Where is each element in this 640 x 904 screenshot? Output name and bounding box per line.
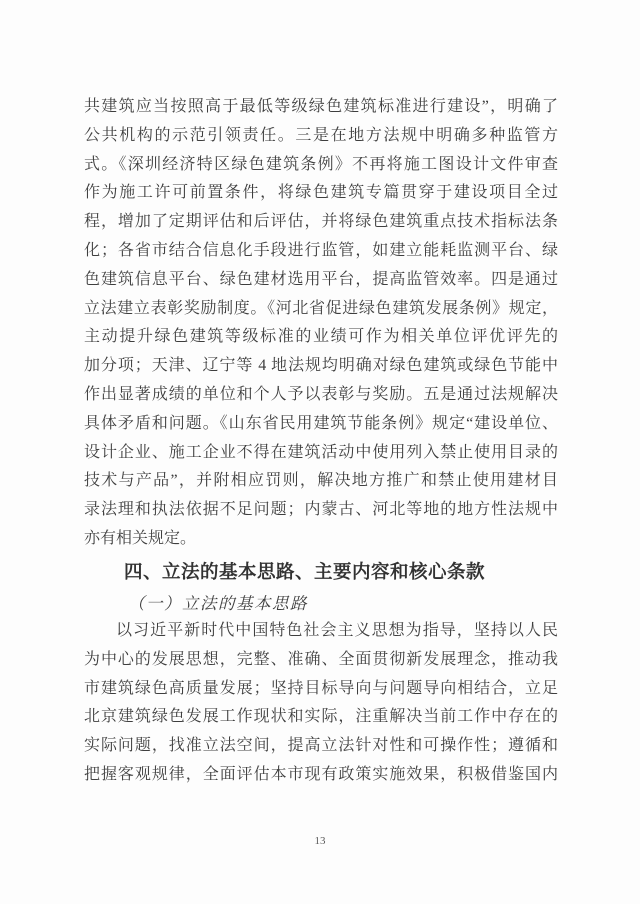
text-line: 技术与产品”，并附相应罚则，解决地方推广和禁止使用建材目 <box>84 472 558 490</box>
paragraph-continuation <box>84 93 558 554</box>
text-line: 亦有相关规定。 <box>84 529 197 547</box>
paragraph-basic-approach <box>84 617 558 790</box>
text-line: 程，增加了定期评估和后评估，并将绿色建筑重点技术指标法条 <box>84 213 558 231</box>
text-line: 设计企业、施工企业不得在建筑活动中使用列入禁止使用目录的 <box>84 443 558 461</box>
text-line: 录法理和执法依据不足问题；内蒙古、河北等地的地方性法规中 <box>84 501 558 519</box>
section-heading: 四、立法的基本思路、主要内容和核心条款 <box>124 561 486 582</box>
text-line: 共建筑应当按照高于最低等级绿色建筑标准进行建设”，明确了 <box>84 98 558 115</box>
text-line: 色建筑信息平台、绿色建材选用平台，提高监管效率。四是通过 <box>84 270 558 288</box>
text-line: 以习近平新时代中国特色社会主义思想为指导，坚持以人民 <box>116 622 558 639</box>
text-line: 作为施工许可前置条件，将绿色建筑专篇贯穿于建设项目全过 <box>84 184 558 202</box>
text-line: 式。《深圳经济特区绿色建筑条例》不再将施工图设计文件审查 <box>84 155 558 173</box>
text-line: 把握客观规律，全面评估本市现有政策实施效果，积极借鉴国内 <box>84 765 558 783</box>
page-number: 13 <box>314 835 326 847</box>
text-line: 具体矛盾和问题。《山东省民用建筑节能条例》规定“建设单位、 <box>84 414 558 432</box>
text-line: 加分项；天津、辽宁等 4 地法规均明确对绿色建筑或绿色节能中 <box>84 357 558 375</box>
text-line: 实际问题，找准立法空间，提高立法针对性和可操作性；遵循和 <box>84 737 558 755</box>
text-line: 立法建立表彰奖励制度。《河北省促进绿色建筑发展条例》规定， <box>84 299 558 317</box>
text-line: 北京建筑绿色发展工作现状和实际，注重解决当前工作中存在的 <box>84 708 558 726</box>
text-line: 主动提升绿色建筑等级标准的业绩可作为相关单位评优评先的 <box>84 328 558 346</box>
text-line: 化；各省市结合信息化手段进行监管，如建立能耗监测平台、绿 <box>84 241 558 259</box>
text-line: 公共机构的示范引领责任。三是在地方法规中明确多种监管方 <box>84 126 558 144</box>
text-line: 市建筑绿色高质量发展；坚持目标导向与问题导向相结合，立足 <box>84 679 558 697</box>
subsection-heading: （一）立法的基本思路 <box>128 594 308 613</box>
text-line: 作出显著成绩的单位和个人予以表彰与奖励。五是通过法规解决 <box>84 385 558 403</box>
text-line: 为中心的发展思想，完整、准确、全面贯彻新发展理念，推动我 <box>84 650 558 668</box>
